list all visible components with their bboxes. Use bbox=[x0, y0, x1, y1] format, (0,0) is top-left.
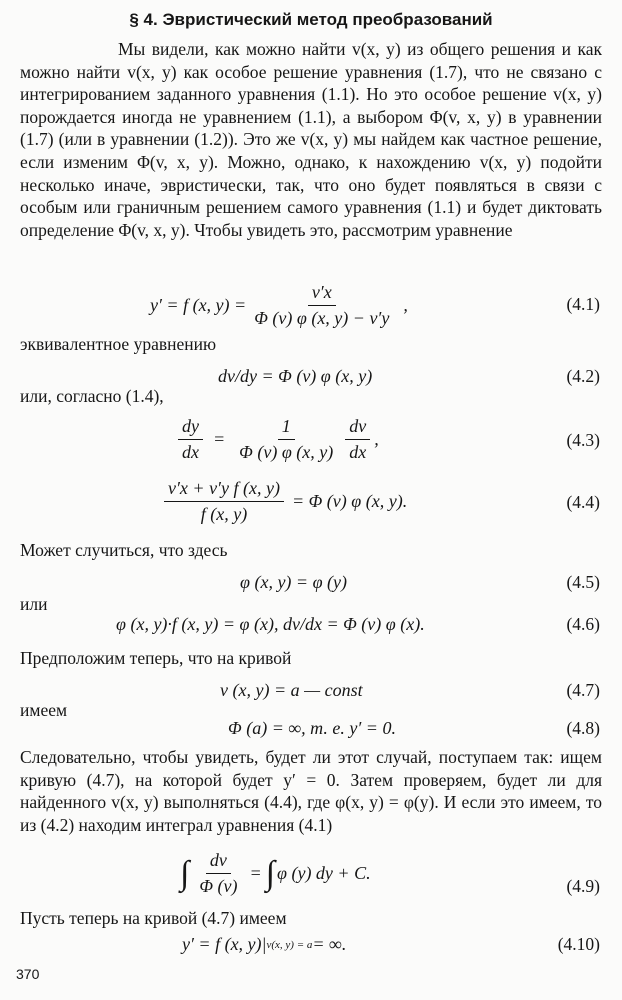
eq43-den2: Φ (v) φ (x, y) bbox=[239, 442, 334, 462]
eq-number-4-9: (4.9) bbox=[566, 876, 600, 896]
eq49-fraction bbox=[195, 850, 241, 897]
eq44-numerator: v′x + v′y f (x, y) bbox=[164, 478, 284, 502]
eq43-den1: dx bbox=[182, 442, 199, 462]
eq43-num3: dv bbox=[345, 416, 370, 440]
paragraph-intro: Мы видели, как можно найти v(x, y) из общего решения и как можно найти v(x, y) как особое решение уравнения (1.7), что не связано с интегрированием заданного уравнения (1.1). Но это особое решение v(x, y) порождается иногда не уравнением (1.1), а выбором Φ(v, x, y) в уравнении (1.7) (или в уравнении (1.2)). Это же v(x, y) мы найдем как частное решение, если изменим Φ(v, x, y). Можно, однако, к нахождению v(x, y) подойти несколько иначе, эвристически, так, что оно будет появляться в связи с особым или граничным решением самого уравнения (1.1) и будет диктовать определение Φ(v, x, y). Чтобы увидеть это, рассмотрим уравнение bbox=[20, 39, 602, 240]
eq41-lhs: y′ = f (x, y) = bbox=[150, 295, 247, 315]
equation-4-3 bbox=[0, 416, 622, 462]
section-title: § 4. Эвристический метод преобразований bbox=[129, 10, 493, 29]
eq410-subscript: v(x, y) = a bbox=[266, 938, 313, 951]
paragraph-consequently: Следовательно, чтобы увидеть, будет ли этот случай, поступаем так: ищем кривую (4.7), на которой будет y′ = 0. Затем проверяем, будет ли для найденного v(x, y) выполняться (4.4), где φ(x, y) = φ(y). И если это имеем, то из (4.2) находим интеграл уравнения (4.1) bbox=[20, 747, 602, 835]
eq48-body: Φ (a) = ∞, т. е. y′ = 0. bbox=[228, 718, 396, 738]
eq49-numerator: dv bbox=[206, 850, 231, 874]
eq42-body: dv/dy = Φ (v) φ (x, y) bbox=[218, 366, 373, 386]
eq44-denominator: f (x, y) bbox=[200, 504, 248, 524]
eq43-equals: = bbox=[213, 429, 226, 449]
eq47-body: v (x, y) = a — const bbox=[220, 680, 363, 700]
text-let: Пусть теперь на кривой (4.7) имеем bbox=[20, 908, 287, 928]
eq49-integral-right: ∫ bbox=[265, 854, 275, 892]
eq43-num1: dy bbox=[178, 416, 203, 440]
page-number: 370 bbox=[16, 966, 40, 982]
eq41-numerator: v′x bbox=[308, 282, 336, 306]
eq44-fraction bbox=[164, 478, 284, 525]
text-have: имеем bbox=[20, 700, 68, 720]
text-or-according: или, согласно (1.4), bbox=[20, 386, 164, 406]
eq41-denominator: Φ (v) φ (x, y) − v′y bbox=[254, 308, 390, 328]
eq49-denominator: Φ (v) bbox=[199, 876, 238, 896]
eq-number-4-7: (4.7) bbox=[566, 680, 600, 700]
eq41-fraction bbox=[250, 282, 393, 329]
text-equivalent: эквивалентное уравнению bbox=[20, 334, 217, 354]
eq44-rhs: = Φ (v) φ (x, y). bbox=[291, 491, 408, 511]
eq-number-4-4: (4.4) bbox=[566, 492, 600, 512]
eq43-frac-dydx bbox=[178, 416, 203, 463]
eq43-comma: , bbox=[374, 429, 379, 449]
eq43-den3: dx bbox=[349, 442, 367, 462]
eq49-integral-left: ∫ bbox=[180, 854, 190, 892]
eq43-frac-one bbox=[235, 416, 337, 463]
eq-number-4-10: (4.10) bbox=[557, 934, 600, 954]
eq45-body: φ (x, y) = φ (y) bbox=[240, 572, 348, 592]
eq43-frac-dvdx bbox=[345, 416, 370, 463]
eq43-num2: 1 bbox=[278, 416, 295, 440]
equation-4-10 bbox=[0, 932, 622, 972]
equation-4-4 bbox=[0, 478, 622, 524]
eq-number-4-6: (4.6) bbox=[566, 614, 600, 634]
text-may-happen: Может случиться, что здесь bbox=[20, 540, 228, 560]
equation-4-9 bbox=[0, 850, 622, 896]
text-suppose: Предположим теперь, что на кривой bbox=[20, 648, 292, 668]
eq410-rhs: = ∞. bbox=[312, 934, 347, 954]
equation-4-6 bbox=[0, 612, 622, 652]
eq41-comma: , bbox=[403, 295, 408, 315]
eq-number-4-2: (4.2) bbox=[566, 366, 600, 386]
eq46-body: φ (x, y)·f (x, y) = φ (x), dv/dx = Φ (v) φ (x). bbox=[116, 614, 425, 634]
equation-4-1 bbox=[0, 282, 622, 328]
eq-number-4-3: (4.3) bbox=[566, 430, 600, 450]
eq-number-4-5: (4.5) bbox=[566, 572, 600, 592]
eq49-rhs: φ (y) dy + C. bbox=[277, 863, 371, 883]
eq49-equals: = bbox=[249, 863, 262, 883]
eq410-lhs: y′ = f (x, y)| bbox=[182, 934, 267, 954]
eq-number-4-8: (4.8) bbox=[566, 718, 600, 738]
text-or: или bbox=[20, 594, 48, 614]
eq-number-4-1: (4.1) bbox=[566, 294, 600, 314]
